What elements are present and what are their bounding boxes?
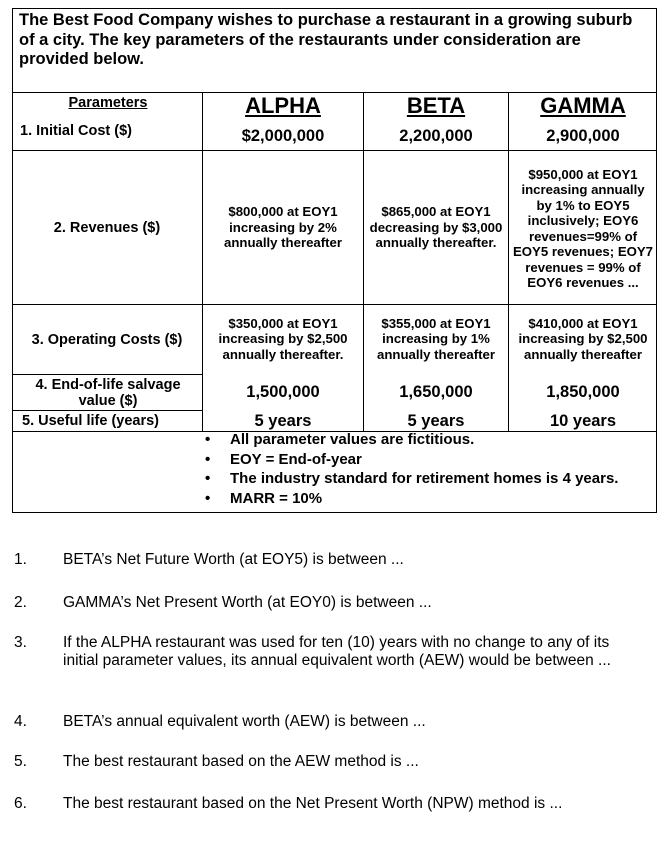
beta-operating-costs: $355,000 at EOY1 increasing by 1% annually thereafter — [377, 315, 495, 362]
note-item: • EOY = End-of-year — [200, 450, 618, 470]
alpha-useful-life: 5 years — [254, 411, 312, 430]
header-alpha: ALPHA — [245, 93, 321, 118]
gamma-revenues: $950,000 at EOY1 increasing annually by 1% to EOY5 inclusively; EOY6 revenues=99% of EOY5 revenues; EOY7 revenues = 99% of EOY6 revenues ... — [513, 166, 654, 290]
header-gamma: GAMMA — [540, 93, 626, 118]
beta-useful-life: 5 years — [407, 411, 465, 430]
gamma-salvage-value: 1,850,000 — [546, 382, 620, 401]
row-label-salvage-value: 4. End-of-life salvage value ($) — [35, 376, 181, 409]
notes-list — [200, 430, 618, 508]
row-label-useful-life: 5. Useful life (years) — [22, 413, 159, 429]
beta-initial-cost: 2,200,000 — [399, 126, 473, 145]
gamma-useful-life: 10 years — [549, 411, 617, 430]
question-number: 2. — [14, 594, 27, 611]
row-label-initial-cost: 1. Initial Cost ($) — [20, 123, 132, 139]
question-text: If the ALPHA restaurant was used for ten (10) years with no change to any of its initial parameter values, its annual equivalent worth (AEW) would be between ... — [63, 634, 611, 669]
question-number: 6. — [14, 795, 27, 812]
question-number: 3. — [14, 634, 27, 651]
alpha-revenues: $800,000 at EOY1 increasing by 2% annually thereafter — [224, 204, 342, 251]
note-item: • The industry standard for retirement homes is 4 years. — [200, 469, 618, 489]
question-text: The best restaurant based on the AEW method is ... — [63, 753, 419, 770]
row-label-operating-costs: 3. Operating Costs ($) — [31, 331, 183, 348]
question-text: The best restaurant based on the Net Present Worth (NPW) method is ... — [63, 795, 563, 812]
alpha-salvage-value: 1,500,000 — [246, 382, 320, 401]
question-number: 5. — [14, 753, 27, 770]
question-number: 1. — [14, 551, 27, 568]
note-item: • MARR = 10% — [200, 489, 618, 509]
row-label-revenues: 2. Revenues ($) — [53, 219, 161, 236]
gamma-operating-costs: $410,000 at EOY1 increasing by $2,500 annually thereafter — [518, 315, 648, 362]
intro-text: The Best Food Company wishes to purchase a restaurant in a growing suburb of a city. The key parameters of the restaurants under consideration are provided below. — [19, 11, 633, 68]
gamma-initial-cost: 2,900,000 — [546, 126, 620, 145]
question-text: GAMMA’s Net Present Worth (at EOY0) is between ... — [63, 594, 432, 611]
alpha-initial-cost: $2,000,000 — [241, 126, 325, 145]
header-parameters: Parameters — [68, 95, 148, 111]
header-beta: BETA — [406, 93, 466, 118]
question-number: 4. — [14, 713, 27, 730]
alpha-operating-costs: $350,000 at EOY1 increasing by $2,500 annually thereafter. — [218, 315, 348, 362]
beta-salvage-value: 1,650,000 — [399, 382, 473, 401]
question-text: BETA’s annual equivalent worth (AEW) is between ... — [63, 713, 426, 730]
note-item: • All parameter values are fictitious. — [200, 430, 618, 450]
question-text: BETA’s Net Future Worth (at EOY5) is between ... — [63, 551, 404, 568]
beta-revenues: $865,000 at EOY1 decreasing by $3,000 annually thereafter. — [369, 204, 503, 251]
